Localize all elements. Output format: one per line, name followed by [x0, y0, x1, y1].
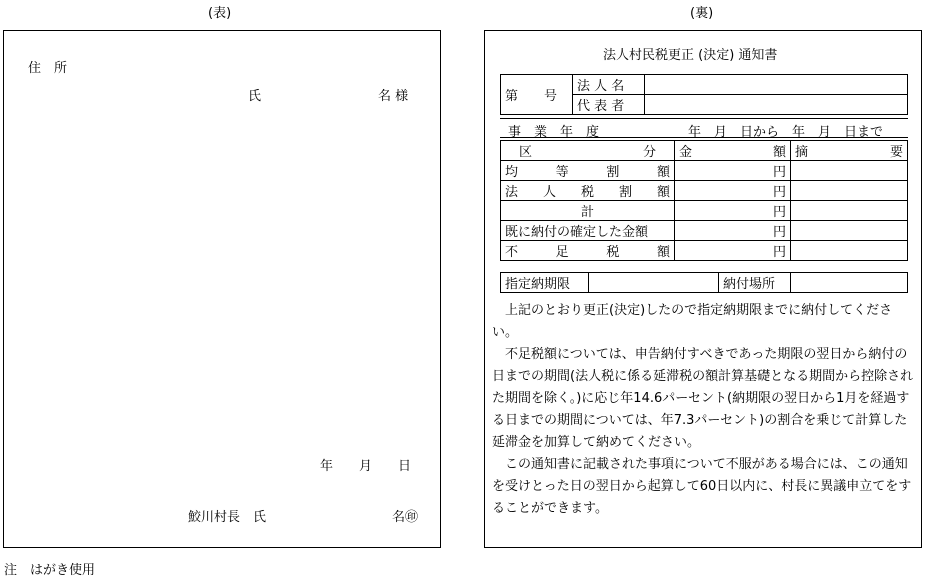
header-category: 区 分: [501, 141, 675, 161]
rep-label: 代 表 者: [573, 95, 645, 115]
tax-table: [500, 140, 908, 261]
mayor-title: 鮫川村長 氏: [188, 510, 267, 525]
taxpayer-table: [500, 74, 908, 115]
table-row: 均 等 割 額 円: [501, 161, 908, 181]
front-panel: [3, 30, 441, 548]
notice-body: [492, 300, 916, 520]
due-label: 指定納期限: [501, 273, 589, 293]
due-value: [589, 273, 719, 293]
notice-title: 法人村民税更正 (決定) 通知書: [603, 48, 778, 63]
table-row: 計 円: [501, 201, 908, 221]
header-amount: 金 額: [675, 141, 791, 161]
number-cell: [501, 75, 573, 115]
date-line: 年 月 日: [320, 459, 412, 474]
payment-place-value: [791, 273, 908, 293]
header-remarks: 摘 要: [791, 141, 908, 161]
footnote: 注 はがき使用: [4, 563, 96, 578]
table-header: [501, 141, 908, 161]
front-heading: (表): [208, 6, 232, 21]
fiscal-year-row: [500, 118, 908, 138]
rep-value: [645, 95, 908, 115]
paragraph: 上記のとおり更正(決定)したので指定納期限までに納付してください。: [492, 303, 893, 340]
table-row: 既に納付の確定した金額 円: [501, 221, 908, 241]
payment-table: [500, 272, 908, 293]
address-label: 住 所: [28, 61, 68, 76]
name-prefix: 氏: [248, 89, 262, 104]
name-suffix: 名 様: [378, 89, 409, 104]
paragraph: この通知書に記載された事項について不服がある場合には、この通知を受けとった日の翌日から起算して60日以内に、村長に異議申立てをすることができます。: [492, 457, 912, 516]
mayor-seal: 名㊞: [392, 510, 419, 525]
back-heading: (裏): [690, 6, 714, 21]
fiscal-period: 年 月 日から 年 月 日まで: [688, 125, 884, 140]
paragraph: 不足税額については、申告納付すべきであった期限の翌日から納付の日までの期間(法人税に係る延滞税の額計算基礎となる期間から控除された期間を除く。)に応じ年14.6パーセント(納期限の翌日から1月を経過する日までの期間については、年7.3パーセント)の割合を乗じて計算した延滞金を加算して納めてください。: [492, 347, 914, 450]
table-row: 法 人 税 割 額 円: [501, 181, 908, 201]
fiscal-year-label: 事 業 年 度: [508, 125, 600, 140]
corp-name-value: [645, 75, 908, 95]
payment-place-label: 納付場所: [719, 273, 791, 293]
corp-name-label: 法 人 名: [573, 75, 645, 95]
table-row: 不 足 税 額 円: [501, 241, 908, 261]
number-label: 第 号: [505, 89, 558, 104]
